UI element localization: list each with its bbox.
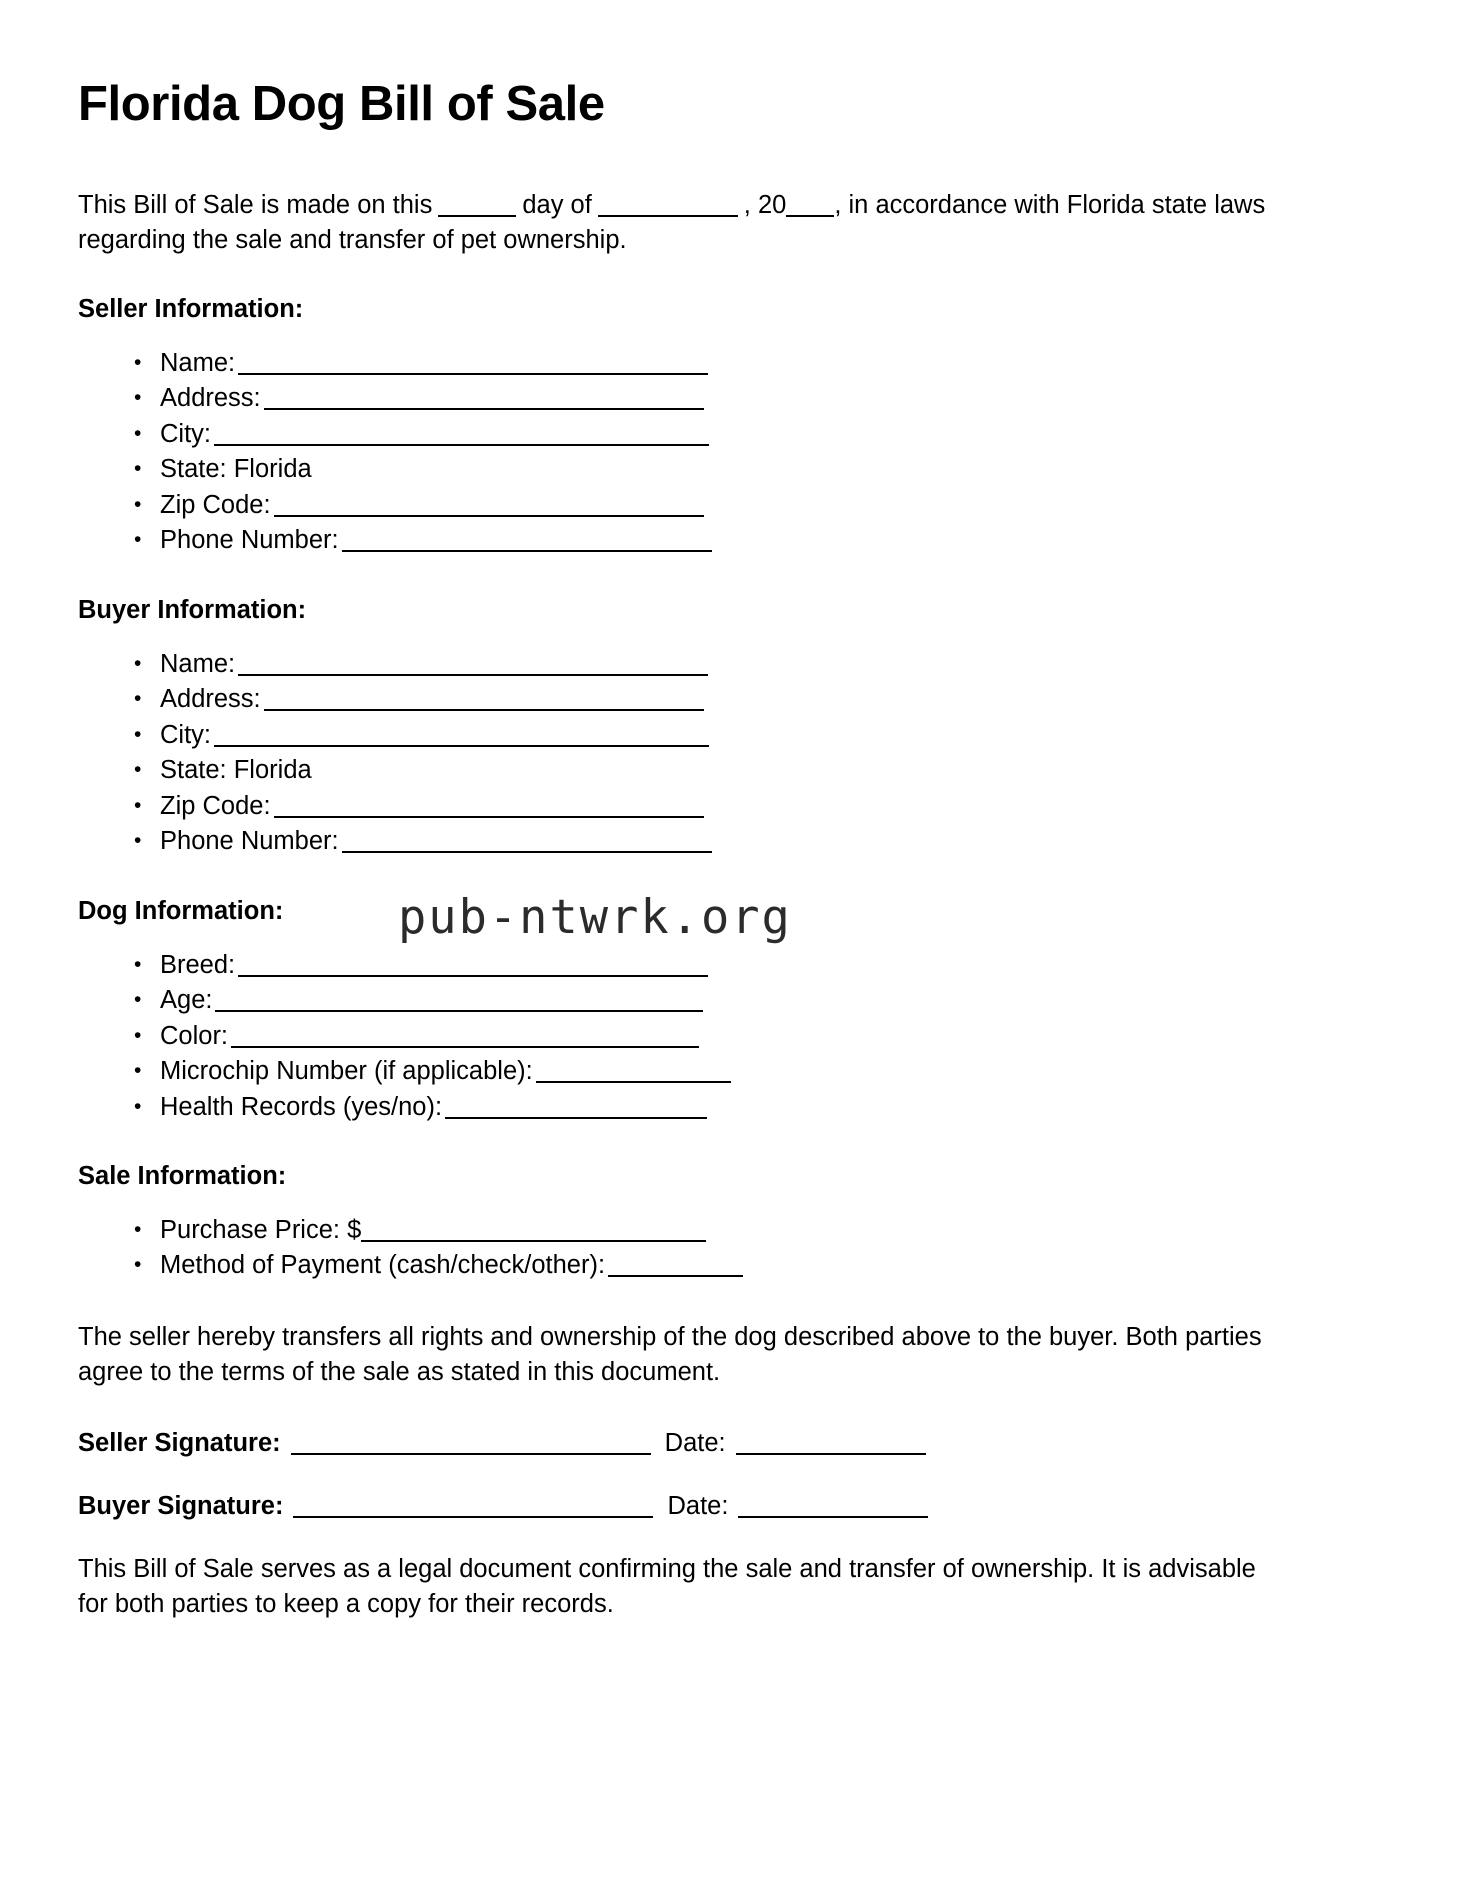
document-content <box>78 78 1378 1658</box>
list-item <box>134 983 1378 1019</box>
field-blank-line[interactable] <box>238 353 708 375</box>
page-title: Florida Dog Bill of Sale <box>78 77 605 131</box>
field-label: Zip Code: <box>160 490 271 519</box>
field-label: Age: <box>160 986 213 1015</box>
buyer-signature-line[interactable] <box>293 1496 653 1518</box>
field-blank-line[interactable] <box>238 955 708 977</box>
field-label: State: <box>160 756 227 785</box>
field-blank-line[interactable] <box>214 424 709 446</box>
list-item <box>134 789 1378 825</box>
intro-part-2: day of <box>522 190 592 219</box>
list-item <box>134 488 1378 524</box>
field-label: Method of Payment (cash/check/other): <box>160 1251 606 1280</box>
field-blank-line[interactable] <box>445 1097 707 1119</box>
intro-paragraph <box>78 188 1288 258</box>
seller-signature-line[interactable] <box>291 1433 651 1455</box>
list-item <box>134 381 1378 417</box>
field-blank-line[interactable] <box>608 1255 743 1277</box>
list-item <box>134 1054 1378 1090</box>
intro-year-blank <box>786 195 834 217</box>
buyer-date-label: Date: <box>667 1491 729 1520</box>
list-item <box>134 523 1378 559</box>
seller-signature-label: Seller Signature: <box>78 1428 281 1457</box>
transfer-paragraph: The seller hereby transfers all rights and ownership of the dog described above to the buyer. Both parties agree to the terms of the sale as stated in this document. <box>78 1322 1262 1386</box>
buyer-signature-row <box>78 1489 1378 1524</box>
seller-date-label: Date: <box>664 1428 726 1457</box>
list-item <box>134 452 1378 488</box>
seller-signature-row <box>78 1426 1378 1461</box>
intro-part-4: , in accordance with Florida state laws regarding the sale and transfer of pet ownership. <box>78 190 1266 254</box>
closing-paragraph: This Bill of Sale serves as a legal document confirming the sale and transfer of ownership. It is advisable for both parties to keep a copy for their records. <box>78 1554 1256 1618</box>
list-item <box>134 718 1378 754</box>
field-blank-line[interactable] <box>264 689 704 711</box>
field-label: Phone Number: <box>160 526 339 555</box>
field-label: City: <box>160 720 211 749</box>
buyer-date-line[interactable] <box>738 1496 928 1518</box>
field-blank-line[interactable] <box>264 388 704 410</box>
list-item <box>134 1213 1378 1249</box>
list-item <box>134 1019 1378 1055</box>
field-label: City: <box>160 419 211 448</box>
sale-section-heading: Sale Information: <box>78 1162 287 1191</box>
buyer-signature-label: Buyer Signature: <box>78 1491 284 1520</box>
field-label: Color: <box>160 1021 229 1050</box>
dog-fields-list <box>78 948 1378 1126</box>
field-label: Microchip Number (if applicable): <box>160 1057 533 1086</box>
dog-section-heading: Dog Information: <box>78 896 284 925</box>
field-label: Breed: <box>160 950 236 979</box>
field-blank-line[interactable] <box>536 1061 731 1083</box>
intro-day-blank <box>438 195 516 217</box>
field-blank-line[interactable] <box>238 654 708 676</box>
list-item <box>134 682 1378 718</box>
field-blank-line[interactable] <box>274 796 704 818</box>
buyer-fields-list <box>78 647 1378 860</box>
field-label: Phone Number: <box>160 827 339 856</box>
field-blank-line[interactable] <box>231 1026 699 1048</box>
field-label: Name: <box>160 649 236 678</box>
field-label: Address: <box>160 685 261 714</box>
field-blank-line[interactable] <box>274 495 704 517</box>
field-label: State: <box>160 455 227 484</box>
watermark-text: pub-ntwrk.org <box>398 890 792 945</box>
list-item <box>134 1090 1378 1126</box>
field-label: Health Records (yes/no): <box>160 1092 443 1121</box>
field-label: Zip Code: <box>160 791 271 820</box>
seller-section-heading: Seller Information: <box>78 294 304 323</box>
list-item <box>134 824 1378 860</box>
intro-part-1: This Bill of Sale is made on this <box>78 190 433 219</box>
intro-month-blank <box>598 195 738 217</box>
list-item <box>134 647 1378 683</box>
sale-fields-list <box>78 1213 1378 1284</box>
seller-fields-list <box>78 346 1378 559</box>
buyer-section-heading: Buyer Information: <box>78 595 307 624</box>
intro-part-3: , 20 <box>743 190 787 219</box>
field-value: Florida <box>233 756 312 785</box>
list-item <box>134 346 1378 382</box>
field-label: Name: <box>160 348 236 377</box>
field-blank-line[interactable] <box>342 530 712 552</box>
field-value: Florida <box>233 455 312 484</box>
field-label: Purchase Price: $ <box>160 1215 362 1244</box>
list-item <box>134 753 1378 789</box>
field-label: Address: <box>160 384 261 413</box>
list-item <box>134 417 1378 453</box>
list-item <box>134 1248 1378 1284</box>
field-blank-line[interactable] <box>214 725 709 747</box>
seller-date-line[interactable] <box>736 1433 926 1455</box>
field-blank-line[interactable] <box>215 990 703 1012</box>
field-blank-line[interactable] <box>342 831 712 853</box>
list-item <box>134 948 1378 984</box>
field-blank-line[interactable] <box>361 1220 706 1242</box>
